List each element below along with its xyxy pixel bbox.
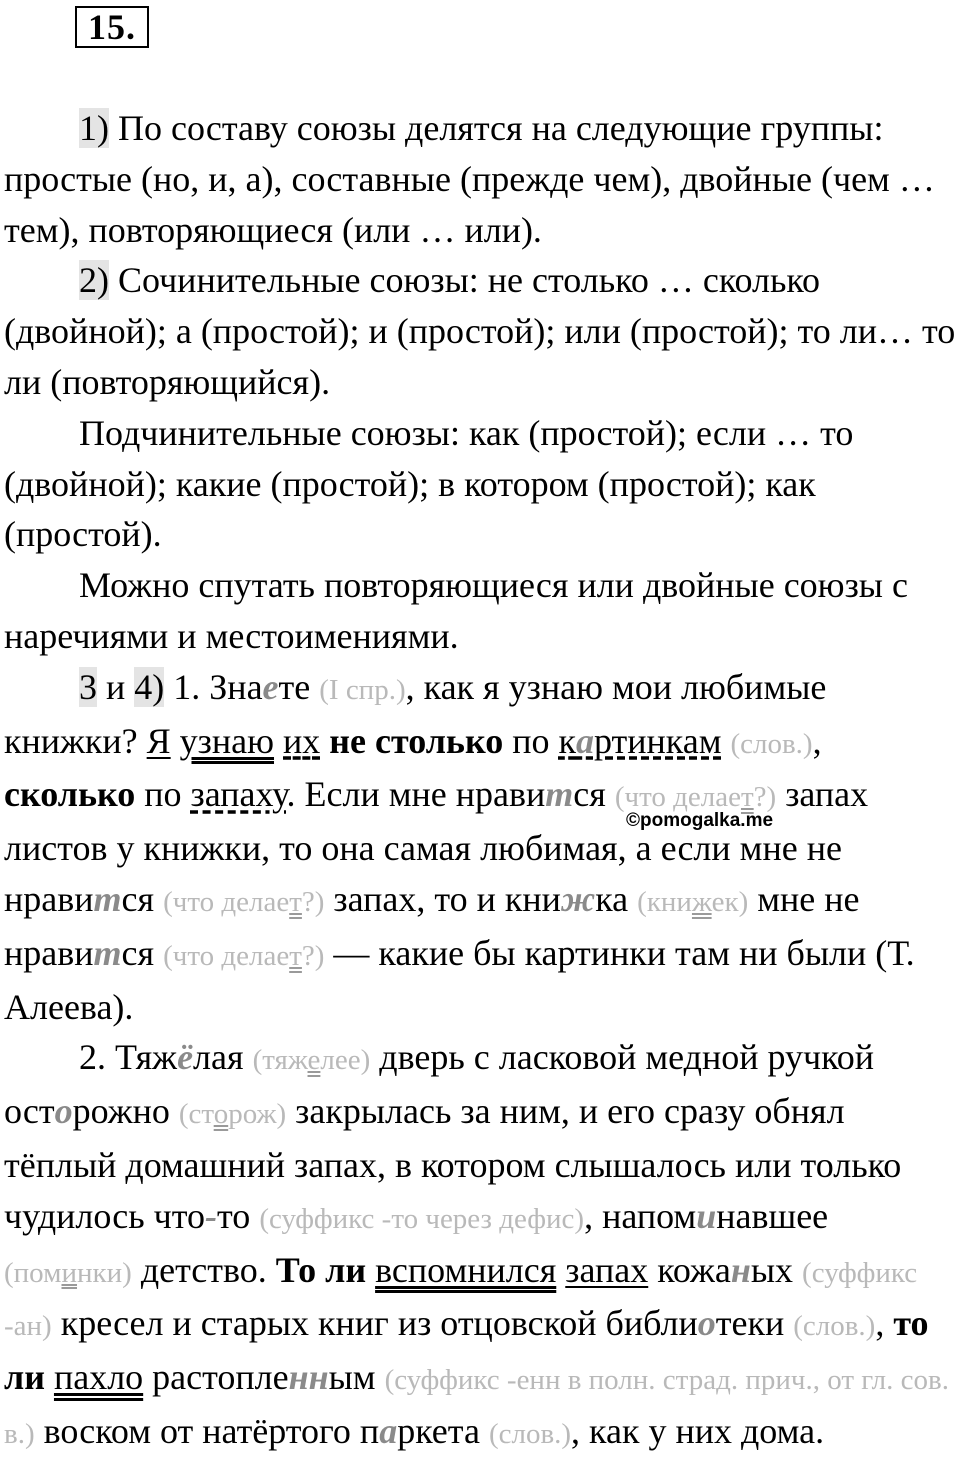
marked-letter: т (93, 878, 122, 919)
item-marker: 3 (79, 666, 97, 707)
text: ркета (397, 1410, 489, 1451)
text: о (213, 1098, 229, 1131)
text: лая (193, 1037, 253, 1078)
answer-text (4, 103, 960, 1460)
text: (кни (637, 885, 692, 918)
text: дверь с ласковой медной ручкой ост (4, 1037, 875, 1132)
text: детство. (131, 1249, 276, 1290)
item-marker: 2) (79, 260, 109, 301)
predicate-word: пахло (53, 1357, 144, 1398)
text: теки (715, 1303, 794, 1344)
conjunction: То ли (275, 1249, 367, 1290)
text: нки) (77, 1256, 132, 1289)
text: рожно (72, 1091, 179, 1132)
space (556, 1250, 565, 1290)
paragraph-1 (4, 103, 960, 255)
text: запах, то и кни (324, 878, 561, 919)
space (366, 1250, 375, 1290)
text: ся (573, 774, 615, 815)
text: запах листов у книжки, то она самая любимая, а если мне не нрави (4, 774, 869, 919)
grammar-note: (суффикс -то через дефис) (259, 1202, 585, 1235)
text: , как у них дома. (571, 1410, 825, 1451)
object-word: запаху (190, 774, 287, 815)
grammar-note: (слов.) (488, 1417, 572, 1450)
grammar-note (637, 886, 748, 918)
text: ся (121, 878, 164, 919)
grammar-note: (суффикс -ан) (4, 1256, 918, 1343)
paragraph-3: Подчинительные союзы: как (простой); если … то (двойной); какие (простой); в котором (простой); как (простой). (4, 412, 854, 555)
text: лее) (320, 1044, 371, 1077)
text: закрылась за ним, и его сразу обнял тёплый домашний запах, в котором слышалось или только чудилось что (4, 1091, 902, 1236)
text: то (217, 1195, 260, 1236)
paragraph-text: Сочинительные союзы: не столько … сколько (двойной); а (простой); и (простой); или (простой); то ли… то ли (повторяющийся). (4, 260, 956, 402)
conjunction: не столько (329, 720, 504, 761)
marked-letter: т (545, 774, 574, 815)
text: (что делае (614, 781, 741, 814)
object-word: их (283, 720, 321, 761)
marked-letter: о (697, 1303, 716, 1344)
text: навшее (716, 1195, 829, 1236)
text: ка (595, 878, 638, 919)
marked-letter: т (93, 932, 122, 973)
text: (ст (178, 1098, 214, 1131)
grammar-note (163, 940, 324, 972)
space (320, 721, 329, 761)
subject-word: запах (565, 1249, 649, 1290)
grammar-note (163, 886, 324, 918)
text: растопле (143, 1357, 289, 1398)
task-number: 15. (75, 6, 149, 48)
subject-word: Я (146, 720, 171, 761)
text: (что делае (163, 939, 290, 972)
item-marker: 1) (79, 108, 109, 148)
marked-letter: ж (560, 878, 596, 919)
text: — какие бы картинки там ни были (Т. Алеева). (4, 932, 915, 1027)
marked-letter: е (262, 666, 279, 707)
paragraph-2 (4, 255, 960, 407)
marked-letter: о (54, 1091, 73, 1132)
marked-letter: и (696, 1195, 717, 1236)
text: т (740, 781, 754, 814)
grammar-note: (суффикс -енн в полн. страд. прич., от гл. сов. в.) (4, 1364, 949, 1450)
text: (пом (4, 1256, 62, 1289)
marked-letter: нн (288, 1357, 329, 1398)
grammar-note: (I спр.) (319, 673, 406, 706)
text: воском от натёртого п (34, 1410, 380, 1451)
text: по (135, 774, 191, 815)
grammar-note: (слов.) (793, 1310, 876, 1343)
text: (что делае (163, 885, 290, 918)
item-marker: 4) (134, 666, 165, 707)
paragraph-5 (4, 662, 960, 1033)
text: кресел и старых книг из отцовской библи (51, 1303, 698, 1344)
text: , напом (584, 1195, 697, 1236)
paragraph-text: По составу союзы делятся на следующие группы: простые (но, и, а), составные (прежде чем), двойные (чем … тем), повторяющиеся (или … или). (4, 108, 935, 250)
text: по (503, 720, 559, 761)
text: ж (691, 885, 712, 918)
text: ?) (301, 885, 325, 918)
conjunction: сколько (4, 774, 136, 815)
text: ся (121, 932, 164, 973)
space (45, 1357, 54, 1397)
text: кожа (648, 1249, 731, 1290)
predicate-word: узнаю (179, 720, 275, 761)
grammar-note (253, 1044, 371, 1076)
text: те (278, 666, 320, 707)
paragraph-4: Можно спутать повторяющиеся или двойные союзы с наречиями и местоимениями. (4, 565, 908, 656)
predicate-word: вспомнился (375, 1249, 557, 1290)
marked-letter: ё (177, 1037, 194, 1078)
text: т (289, 885, 302, 918)
text: . Если мне нрави (286, 774, 546, 815)
text: ых (750, 1249, 803, 1290)
text: и (61, 1256, 78, 1289)
text: 1. Зна (164, 666, 263, 707)
marked-letter: н (730, 1249, 751, 1290)
grammar-note (179, 1098, 286, 1130)
text: ?) (301, 939, 325, 972)
object-word (558, 721, 721, 761)
text: ым (328, 1357, 385, 1398)
marked-letter: - (205, 1195, 218, 1236)
text: ?) (753, 781, 777, 814)
text: , (875, 1303, 894, 1344)
grammar-note (4, 1257, 132, 1289)
text: ек) (711, 885, 749, 918)
text: е (307, 1044, 321, 1077)
text: ртинкам (593, 720, 722, 761)
marked-letter: а (575, 720, 594, 761)
text: 2. Тяж (79, 1037, 178, 1078)
conjunction: то ли (4, 1303, 929, 1398)
text: , (812, 720, 822, 761)
text: мне не нрави (4, 878, 860, 973)
text: к (558, 720, 576, 761)
space (171, 721, 180, 761)
paragraph-6 (4, 1032, 960, 1459)
grammar-note: (слов.) (730, 727, 813, 760)
text: и (97, 666, 135, 707)
text: т (289, 939, 302, 972)
space (274, 721, 283, 761)
text: , как я узнаю мои любимые книжки? (4, 666, 827, 761)
watermark: ©pomogalka.me (626, 810, 774, 831)
text: (тяж (252, 1044, 308, 1077)
marked-letter: а (379, 1410, 398, 1451)
text: рож) (228, 1098, 287, 1131)
grammar-note (615, 781, 776, 813)
